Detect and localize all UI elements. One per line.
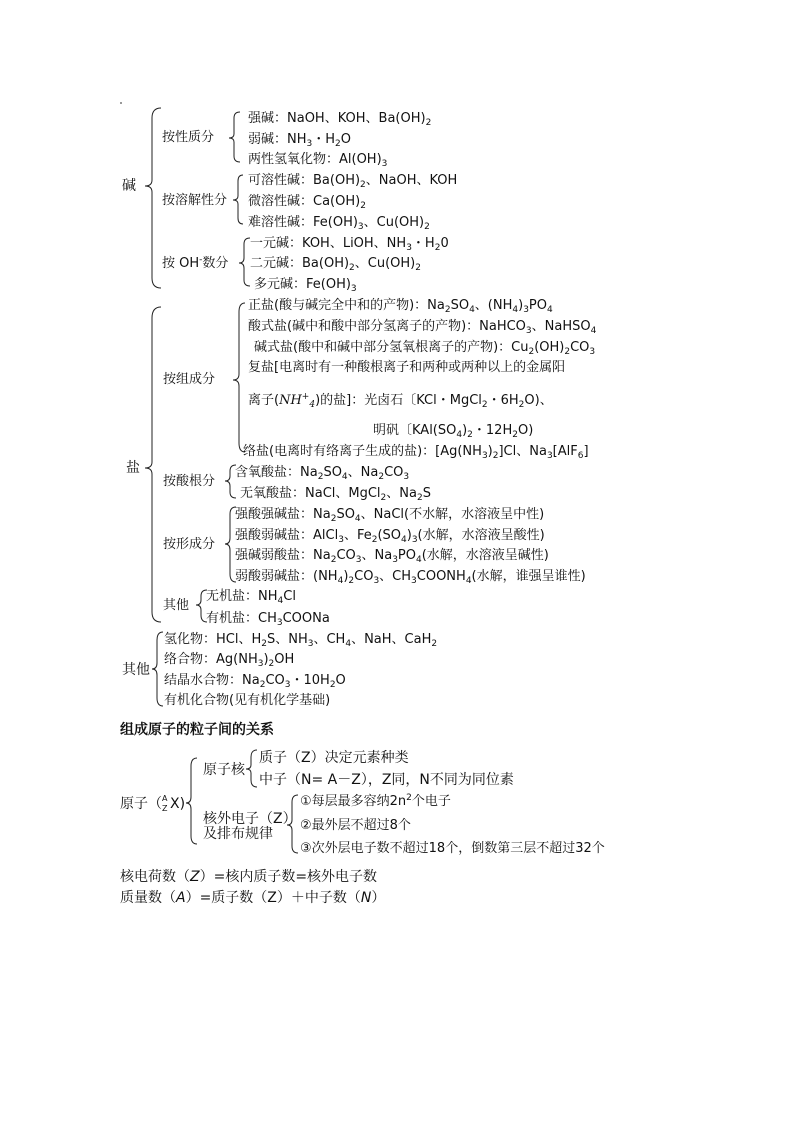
salt-cat3-label: 按形成分 [163, 537, 216, 552]
formula-mass-number: 质量数（A）=质子数（Z）＋中子数（N） [120, 890, 386, 906]
salt-acid: 酸式盐(碱中和酸中部分氢离子的产物)：NaHCO$_3$、NaHSO$_4$ [248, 319, 597, 336]
electron-rule-2: ②最外层不超过8个 [300, 818, 411, 833]
salt-organic: 有机盐：$CH_3COONa$ [206, 611, 330, 628]
salt-strong-strong: 强酸强碱盐：$Na_2SO_4$、NaCl(不水解，水溶液呈中性) [235, 507, 545, 524]
base-soluble: 可溶性碱：$Ba(OH)_2$、NaOH、KOH [248, 173, 458, 190]
salt-strong-acid-weak-base: 强酸弱碱盐：AlCl$_3$、$Fe_2(SO_4)_3$(水解，水溶液呈酸性) [235, 528, 545, 545]
salt-complex: 络盐(电离时有络离子生成的盐)：$[Ag(NH_3)_2]Cl$、$Na_3[AlF_6]$ [243, 444, 589, 461]
nucleus-neutron: 中子（N= A－Z），Z同，N不同为同位素 [259, 772, 514, 788]
electron-rule-1: ①每层最多容纳$2n^2$个电子 [300, 793, 451, 809]
brace-base-1 [229, 112, 240, 162]
nucleus-label: 原子核 [203, 762, 245, 778]
salt-double-line1: 复盐[电离时有一种酸根离子和两种或两种以上的金属阳 [248, 360, 566, 375]
ammonium-ion: $NH^+_4$ [279, 392, 316, 410]
base-slightly-soluble: 微溶性碱：$Ca(OH)_2$ [248, 194, 366, 211]
salt-double-line2: 离子$(NH^+_4)$的盐]：光卤石〔KCl・MgCl$_2$・$6H_2O$)、 [248, 392, 553, 410]
base-insoluble: 难溶性碱：$Fe(OH)_3$、$Cu(OH)_2$ [248, 215, 430, 232]
salt-anoxy: 无氧酸盐：NaCl、MgCl$_2$、$Na_2S$ [240, 486, 431, 503]
electron-label-1: 核外电子（Z） [203, 811, 297, 827]
base-weak: 弱碱：$NH_3$・$H_2O$ [248, 132, 351, 149]
brace-base [145, 108, 161, 288]
base-monobasic: 一元碱：KOH、LiOH、$NH_3$・$H_20$ [250, 236, 449, 253]
base-polybasic: 多元碱：$Fe(OH)_3$ [254, 277, 357, 294]
nucleus-proton: 质子（Z）决定元素种类 [259, 750, 409, 766]
salt-inorganic: 无机盐：$NH_4Cl$ [206, 589, 296, 606]
salt-oxyacid: 含氧酸盐：$Na_2SO_4$、$Na_2CO_3$ [235, 465, 410, 482]
salt-alum: 明矾〔$KAl(SO_4)_2$・$12H_2O$) [373, 423, 534, 440]
base-dibasic: 二元碱：$Ba(OH)_2$、$Cu(OH)_2$ [250, 256, 421, 273]
base-cat1-label: 按性质分 [162, 130, 215, 145]
electron-rule-3: ③次外层电子数不超过18个，倒数第三层不超过32个 [300, 841, 605, 856]
brace-salt [145, 307, 161, 622]
brace-base-2 [233, 175, 243, 224]
base-cat2-label: 按溶解性分 [162, 193, 228, 208]
atom-root: 原子（ A Z X) [120, 794, 186, 813]
atom-heading: 组成原子的粒子间的关系 [120, 722, 274, 738]
salt-normal: 正盐(酸与碱完全中和的产物)：$Na_2SO_4$、$(NH_4)_3PO_4$ [248, 298, 553, 315]
formula-nuclear-charge: 核电荷数（Z）=核内质子数=核外电子数 [120, 869, 378, 885]
other-organic: 有机化合物(见有机化学基础) [164, 693, 331, 708]
salt-cat2-label: 按酸根分 [163, 474, 216, 489]
electron-label-2: 及排布规律 [203, 826, 273, 842]
brace-other [152, 632, 163, 706]
brace-nucleus [246, 750, 257, 787]
salt-strong-base-weak-acid: 强碱弱酸盐：$Na_2CO_3$、$Na_3PO_4$(水解，水溶液呈碱性) [235, 548, 549, 565]
salt-cat1-label: 按组成分 [163, 372, 216, 387]
other-hydrate: 结晶水合物：$Na_2CO_3$・$10H_2O$ [164, 673, 346, 690]
brace-salt-1 [233, 303, 245, 452]
nuclide-notation: A Z [162, 794, 168, 813]
base-title: 碱 [122, 178, 136, 194]
base-amphoteric: 两性氢氧化物：$Al(OH)_3$ [248, 152, 388, 169]
other-hydride: 氢化物：HCl、$H_2S$、$NH_3$、$CH_4$、NaH、CaH$_2$ [164, 632, 438, 649]
salt-title: 盐 [126, 460, 140, 476]
other-title: 其他 [122, 662, 150, 678]
salt-weak-weak: 弱酸弱碱盐：$(NH_4)_2CO_3$、$CH_3COONH_4$(水解，谁强呈谁性) [235, 569, 586, 586]
base-cat3-label: 按 OH-数分 [162, 255, 229, 271]
salt-cat4-label: 其他 [163, 598, 190, 613]
brace-base-3 [239, 238, 250, 286]
other-complex: 络合物：$Ag(NH_3)_2OH$ [164, 652, 295, 669]
brace-atom [186, 758, 197, 844]
base-strong: 强碱：NaOH、KOH、$Ba(OH)_2$ [248, 111, 432, 128]
salt-basic: 碱式盐(酸中和碱中部分氢氧根离子的产物)：$Cu_2(OH)_2CO_3$ [254, 340, 596, 357]
